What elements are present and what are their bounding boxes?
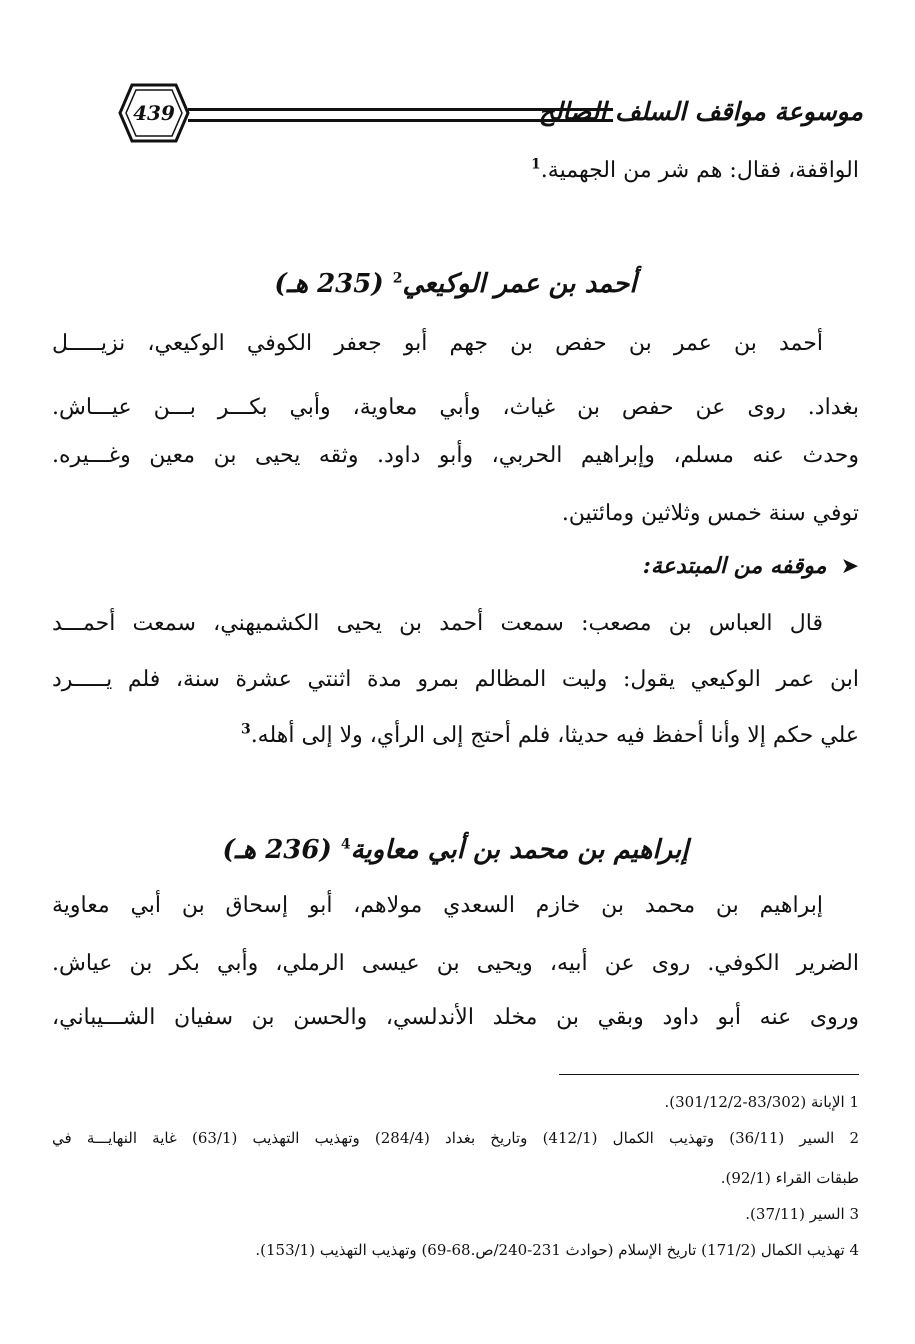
section-heading	[52, 828, 859, 872]
subheading-text: موقفه من المبتدعة:	[642, 553, 827, 579]
arrow-marker-icon: ➤	[840, 554, 859, 579]
page-number: 439	[133, 101, 175, 125]
footnote: 1 الإبانة (83/302-301/12/2).	[664, 1093, 859, 1111]
footnote-separator	[559, 1074, 859, 1075]
footnote: 4 تهذيب الكمال (171/2) تاريخ الإسلام (حوادث 231-240/ص.68-69) وتهذيب التهذيب (153/1).	[255, 1241, 859, 1259]
paragraph-text: علي حكم إلا وأنا أحفظ فيه حديثا، فلم أحتج إلى الرأي، ولا إلى أهله.	[250, 723, 859, 748]
page-header	[118, 78, 863, 148]
paragraph-line: بغداد. روى عن حفص بن غياث، وأبي معاوية، وأبي بكـــر بـــن عيـــاش.	[52, 395, 859, 420]
paragraph-line: إبراهيم بن محمد بن خازم السعدي مولاهم، أبو إسحاق بن أبي معاوية	[52, 893, 823, 918]
footnote-ref: 4	[340, 836, 351, 853]
paragraph-line: الضرير الكوفي. روى عن أبيه، ويحيى بن عيسى الرملي، وأبي بكر بن عياش.	[52, 951, 859, 976]
footnote: 3 السير (37/11).	[745, 1205, 859, 1223]
subheading	[52, 546, 859, 587]
page-number-badge	[118, 82, 190, 144]
paragraph-line: ابن عمر الوكيعي يقول: وليت المظالم بمرو مدة اثنتي عشرة سنة، فلم يـــــرد	[52, 667, 859, 692]
paragraph-line: أحمد بن عمر بن حفص بن جهم أبو جعفر الكوفي الوكيعي، نزيـــــل	[52, 331, 823, 356]
paragraph-line: وروى عنه أبو داود وبقي بن مخلد الأندلسي، والحسن بن سفيان الشـــيباني،	[52, 1005, 859, 1030]
footnote: 2 السير (36/11) وتهذيب الكمال (412/1) وتاريخ بغداد (284/4) وتهذيب التهذيب (63/1) غاية النهايـــة في	[52, 1129, 860, 1147]
heading-date: (235 هـ)	[274, 269, 384, 299]
paragraph-line: وحدث عنه مسلم، وإبراهيم الحربي، وأبو داود. وثقه يحيى بن معين وغـــيره.	[52, 443, 859, 468]
heading-date: (236 هـ)	[222, 835, 332, 865]
paragraph-line: توفي سنة خمس وثلاثين ومائتين.	[561, 501, 859, 526]
paragraph-line	[52, 718, 859, 754]
footnote-ref: 3	[240, 721, 251, 738]
book-title: موسوعة مواقف السلف الصالح	[538, 97, 863, 126]
heading-name: أحمد بن عمر الوكيعي	[402, 269, 637, 299]
footnote-ref: 2	[392, 270, 403, 287]
heading-name: إبراهيم بن محمد بن أبي معاوية	[350, 835, 689, 865]
footnote: طبقات القراء (92/1).	[720, 1169, 859, 1187]
paragraph-line: قال العباس بن مصعب: سمعت أحمد بن يحيى الكشميهني، سمعت أحمـــد	[52, 611, 823, 636]
continuation-text: الواقفة، فقال: هم شر من الجهمية.	[540, 158, 859, 183]
header-rule	[188, 108, 613, 122]
continuation-line	[52, 153, 859, 189]
footnote-ref: 1	[531, 156, 541, 173]
section-heading	[52, 262, 859, 306]
